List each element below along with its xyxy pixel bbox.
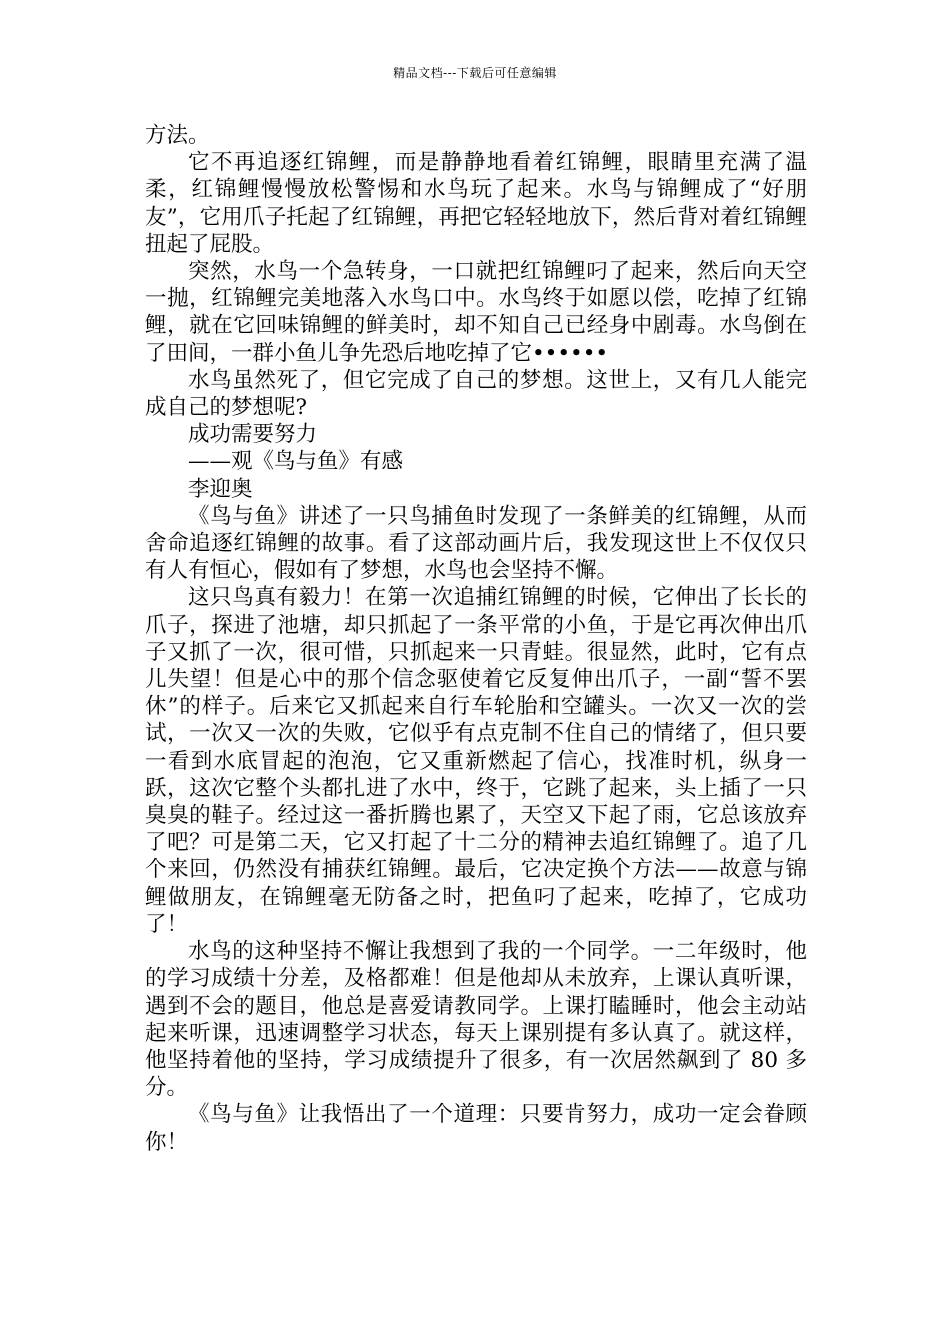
paragraph: 突然，水鸟一个急转身，一口就把红锦鲤叼了起来，然后向天空一抛，红锦鲤完美地落入水鸟口中。水鸟终于如愿以偿，吃掉了红锦鲤，就在它回味锦鲤的鲜美时，却不知自己已经身中剧毒。水鸟倒在了田间，一群小鱼儿争先恐后地吃掉了它••••••: [145, 259, 807, 366]
paragraph: 水鸟的这种坚持不懈让我想到了我的一个同学。一二年级时，他的学习成绩十分差，及格都难！但是他却从未放弃，上课认真听课，遇到不会的题目，他总是喜爱请教同学。上课打瞌睡时，他会主动站起来听课，迅速调整学习状态，每天上课别提有多认真了。就这样，他坚持着他的坚持，学习成绩提升了很多，有一次居然飙到了 80 多分。: [145, 939, 807, 1101]
paragraph: 水鸟虽然死了，但它完成了自己的梦想。这世上，又有几人能完成自己的梦想呢?: [145, 367, 807, 421]
essay-title: 成功需要努力: [188, 422, 318, 448]
page-header: 精品文档---下载后可任意编辑: [393, 66, 557, 80]
paragraph: 它不再追逐红锦鲤，而是静静地看着红锦鲤，眼睛里充满了温柔，红锦鲤慢慢放松警惕和水鸟玩了起来。水鸟与锦鲤成了“好朋友”，它用爪子托起了红锦鲤，再把它轻轻地放下，然后背对着红锦鲤扭起了屁股。: [145, 150, 807, 257]
paragraph: 《鸟与鱼》让我悟出了一个道理：只要肯努力，成功一定会眷顾你！: [145, 1102, 807, 1155]
paragraph: 这只鸟真有毅力！在第一次追捕红锦鲤的时候，它伸出了长长的爪子，探进了池塘，却只抓起了一条平常的小鱼，于是它再次伸出爪子又抓了一次，很可惜，只抓起来一只青蛙。很显然，此时，它有点儿失望！但是心中的那个信念驱使着它反复伸出爪子，一副“誓不罢休”的样子。后来它又抓起来自行车轮胎和空罐头。一次又一次的尝试，一次又一次的失败，它似乎有点克制不住自己的情绪了，但只要一看到水底冒起的泡泡，它又重新燃起了信心，找准时机，纵身一跃，这次它整个头都扎进了水中，终于，它跳了起来，头上插了一只臭臭的鞋子。经过这一番折腾也累了，天空又下起了雨，它总该放弃了吧？可是第二天，它又打起了十二分的精神去追红锦鲤了。追了几个来回，仍然没有捕获红锦鲤。最后，它决定换个方法——故意与锦鲤做朋友，在锦鲤毫无防备之时，把鱼叼了起来，吃掉了，它成功了！: [145, 585, 807, 937]
essay-author: 李迎奥: [188, 476, 253, 502]
paragraph: 《鸟与鱼》讲述了一只鸟捕鱼时发现了一条鲜美的红锦鲤，从而舍命追逐红锦鲤的故事。看了这部动画片后，我发现这世上不仅仅只有人有恒心，假如有了梦想，水鸟也会坚持不懈。: [145, 503, 807, 584]
paragraph: 方法。: [145, 123, 210, 148]
document-body: [145, 122, 807, 1156]
essay-subtitle: ——观《鸟与鱼》有感: [188, 449, 404, 475]
